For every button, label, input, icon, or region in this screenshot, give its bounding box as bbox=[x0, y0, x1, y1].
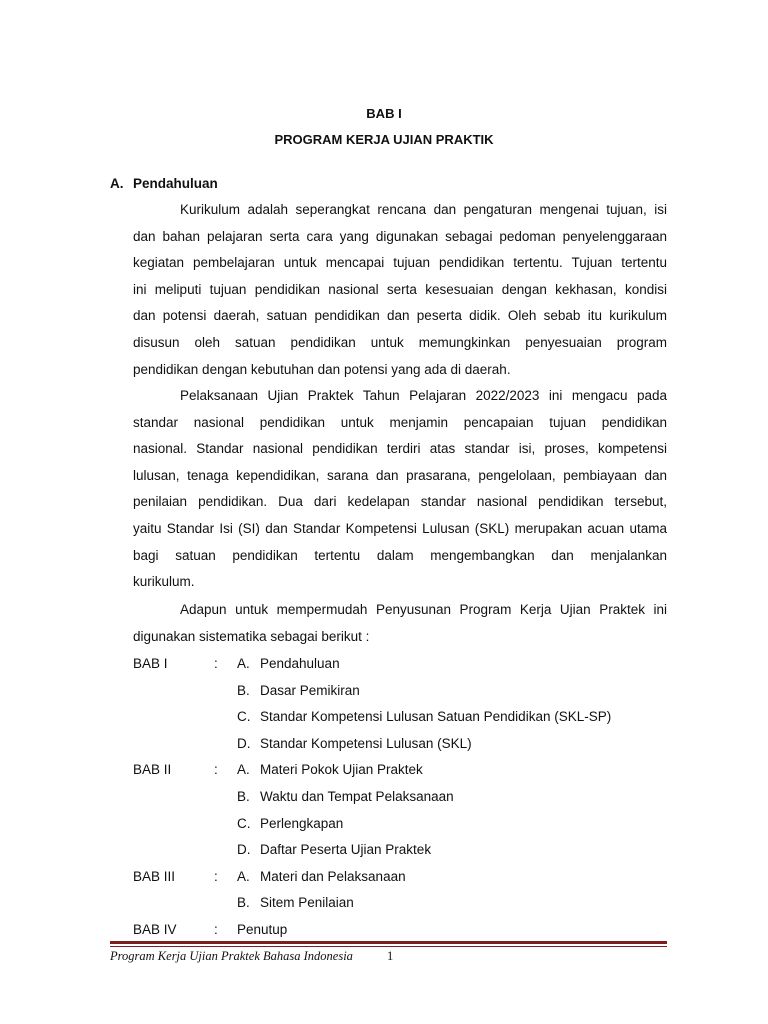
outline-row bbox=[133, 784, 667, 811]
outline-letter: B. bbox=[237, 788, 250, 804]
paragraph-line: kurikulum. bbox=[133, 574, 195, 590]
outline-item: Perlengkapan bbox=[260, 815, 344, 831]
outline-colon: : bbox=[214, 868, 218, 884]
outline-chapter: BAB III bbox=[133, 868, 176, 884]
outline-row bbox=[133, 917, 667, 944]
outline-letter: C. bbox=[237, 709, 251, 725]
paragraph-line: disusun oleh satuan pendidikan untuk memungkinkan penyesuaian program bbox=[133, 334, 667, 350]
paragraph-1 bbox=[133, 197, 667, 383]
outline-chapter: BAB IV bbox=[133, 921, 177, 937]
outline-item: Sitem Penilaian bbox=[260, 895, 354, 911]
paragraph-line: pendidikan dengan kebutuhan dan potensi yang ada di daerah. bbox=[133, 361, 511, 377]
paragraph-line: digunakan sistematika sebagai berikut : bbox=[133, 628, 370, 644]
outline-row bbox=[133, 757, 667, 784]
outline-colon: : bbox=[214, 921, 218, 937]
outline-letter: B. bbox=[237, 895, 250, 911]
page-number: 1 bbox=[387, 949, 394, 963]
outline-row bbox=[133, 864, 667, 891]
paragraph-line: yaitu Standar Isi (SI) dan Standar Kompetensi Lulusan (SKL) merupakan acuan utama bbox=[133, 520, 667, 536]
outline-chapter: BAB II bbox=[133, 762, 172, 778]
outline-item: Materi Pokok Ujian Praktek bbox=[260, 762, 423, 778]
outline-letter: A. bbox=[237, 762, 250, 778]
outline-row bbox=[133, 837, 667, 864]
outline-row bbox=[133, 678, 667, 705]
chapter-label: BAB I bbox=[366, 106, 402, 121]
outline-item: Standar Kompetensi Lulusan (SKL) bbox=[260, 735, 472, 751]
outline-letter: D. bbox=[237, 842, 251, 858]
paragraph-line: kegiatan pembelajaran untuk mencapai tujuan pendidikan tertentu. Tujuan tertentu bbox=[133, 255, 667, 271]
paragraph-line: dan potensi daerah, satuan pendidikan dan peserta didik. Oleh sebab itu kurikulum bbox=[133, 308, 667, 324]
footer-text: Program Kerja Ujian Praktek Bahasa Indonesia bbox=[110, 949, 353, 963]
outline-row bbox=[133, 704, 667, 731]
outline-item: Pendahuluan bbox=[260, 656, 340, 671]
outline-item: Waktu dan Tempat Pelaksanaan bbox=[260, 788, 454, 804]
outline-colon: : bbox=[214, 762, 218, 778]
outline-row bbox=[133, 651, 667, 678]
outline-item: Dasar Pemikiran bbox=[260, 682, 360, 698]
outline-item: Daftar Peserta Ujian Praktek bbox=[260, 842, 432, 858]
outline-row bbox=[133, 811, 667, 838]
outline-row bbox=[133, 890, 667, 917]
outline-letter: A. bbox=[237, 868, 250, 884]
outline-row bbox=[133, 731, 667, 758]
outline-colon: : bbox=[214, 656, 218, 671]
outline-item: Materi dan Pelaksanaan bbox=[260, 868, 406, 884]
paragraph-line: dan bahan pelajaran serta cara yang digunakan sebagai pedoman penyelenggaraan bbox=[133, 228, 667, 244]
paragraph-line: standar nasional pendidikan untuk menjamin pencapaian tujuan pendidikan bbox=[133, 414, 667, 430]
paragraph-line: lulusan, tenaga kependidikan, sarana dan prasarana, pengelolaan, pembiayaan dan bbox=[133, 467, 667, 483]
outline-item: Penutup bbox=[237, 921, 288, 937]
outline-chapter: BAB I bbox=[133, 656, 168, 671]
paragraph-line: Kurikulum adalah seperangkat rencana dan pengaturan mengenai tujuan, isi bbox=[180, 202, 667, 217]
paragraph-2 bbox=[133, 383, 667, 596]
outline-letter: A. bbox=[237, 656, 250, 671]
outline-letter: C. bbox=[237, 815, 251, 831]
outline-letter: D. bbox=[237, 735, 251, 751]
section-number: A. bbox=[110, 176, 124, 191]
paragraph-line: penilaian pendidikan. Dua dari kedelapan standar nasional pendidikan tersebut, bbox=[133, 494, 667, 510]
section-title: Pendahuluan bbox=[133, 176, 218, 191]
section-heading bbox=[110, 176, 218, 191]
paragraph-line: ini meliputi tujuan pendidikan nasional serta kesesuaian dengan kekhasan, kondisi bbox=[133, 281, 667, 297]
outline-item: Standar Kompetensi Lulusan Satuan Pendidikan (SKL-SP) bbox=[260, 709, 612, 725]
footer-rule-thin bbox=[110, 946, 667, 947]
paragraph-line: bagi satuan pendidikan tertentu dalam mengembangkan dan menjalankan bbox=[133, 547, 667, 563]
footer-rule bbox=[110, 941, 667, 944]
page-title: PROGRAM KERJA UJIAN PRAKTIK bbox=[274, 132, 494, 147]
paragraph-line: Pelaksanaan Ujian Praktek Tahun Pelajaran 2022/2023 ini mengacu pada bbox=[180, 388, 667, 403]
paragraph-line: nasional. Standar nasional pendidikan terdiri atas standar isi, proses, kompetensi bbox=[133, 441, 667, 457]
paragraph-line: Adapun untuk mempermudah Penyusunan Program Kerja Ujian Praktek ini bbox=[180, 602, 667, 617]
outline-list bbox=[133, 651, 667, 944]
paragraph-3 bbox=[133, 597, 667, 650]
outline-letter: B. bbox=[237, 682, 250, 698]
